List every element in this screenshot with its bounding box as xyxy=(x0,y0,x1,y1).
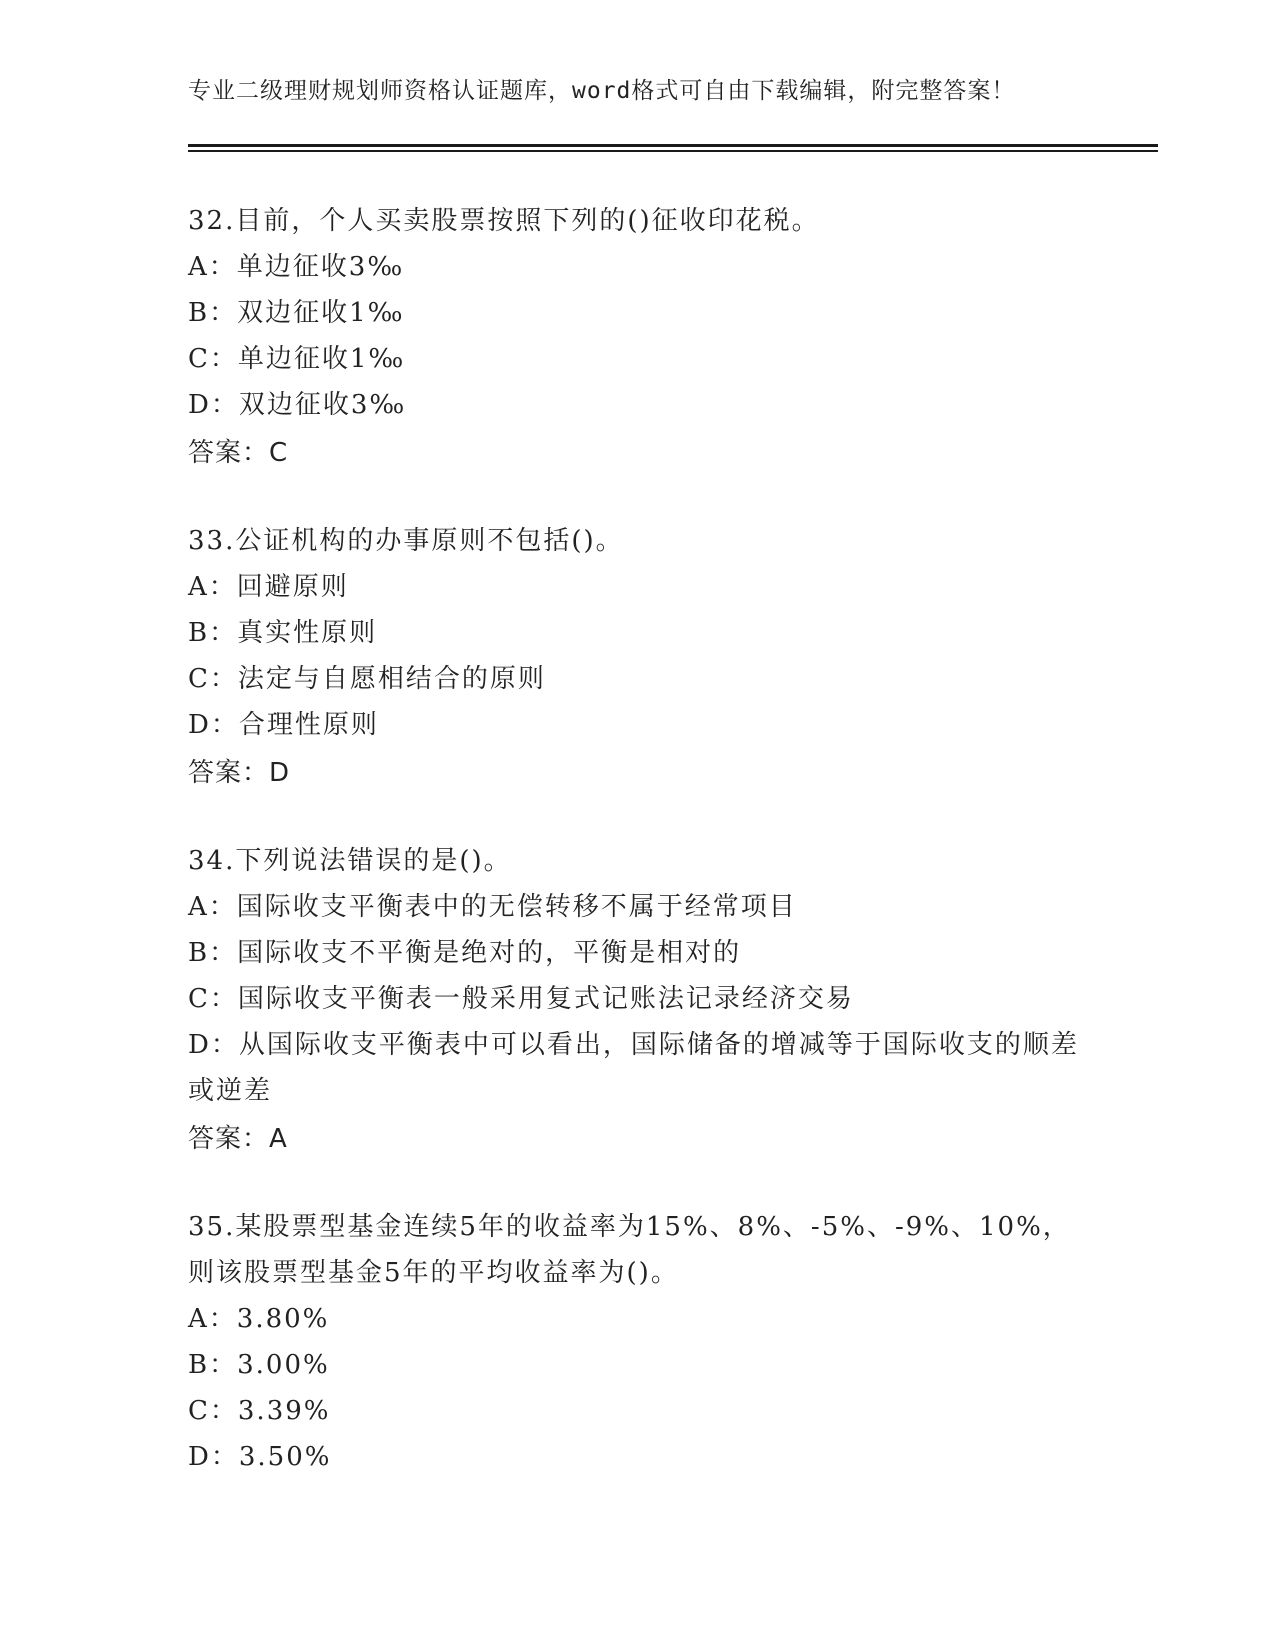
question-stem: 33.公证机构的办事原则不包括()。 xyxy=(188,526,624,556)
option-d: D：3.50% xyxy=(188,1442,332,1472)
answer-line: 答案：C xyxy=(188,438,289,468)
option-b: B：国际收支不平衡是绝对的，平衡是相对的 xyxy=(188,938,742,968)
option-a: A：国际收支平衡表中的无偿转移不属于经常项目 xyxy=(188,892,797,922)
option-b: B：真实性原则 xyxy=(188,618,378,648)
option-d: D：从国际收支平衡表中可以看出，国际储备的增减等于国际收支的顺差或逆差 xyxy=(188,1030,1079,1106)
option-c: C：法定与自愿相结合的原则 xyxy=(188,664,546,694)
question-stem: 35.某股票型基金连续5年的收益率为15%、8%、-5%、-9%、10%，则该股票型基金5年的平均收益率为()。 xyxy=(188,1212,1071,1288)
option-b: B：3.00% xyxy=(188,1350,330,1380)
answer-line: 答案：A xyxy=(188,1124,288,1154)
question-35 xyxy=(188,1204,1088,1480)
question-stem: 34.下列说法错误的是()。 xyxy=(188,846,512,876)
option-d: D：合理性原则 xyxy=(188,710,379,740)
option-a: A：单边征收3‰ xyxy=(188,252,405,282)
question-list xyxy=(188,198,1088,1522)
question-33 xyxy=(188,518,1088,796)
option-a: A：3.80% xyxy=(188,1304,330,1334)
answer-line: 答案：D xyxy=(188,758,291,788)
question-stem: 32.目前，个人买卖股票按照下列的()征收印花税。 xyxy=(188,206,820,236)
option-c: C：3.39% xyxy=(188,1396,331,1426)
option-c: C：国际收支平衡表一般采用复式记账法记录经济交易 xyxy=(188,984,854,1014)
option-b: B：双边征收1‰ xyxy=(188,298,405,328)
header-rule-thin xyxy=(188,150,1158,152)
question-32 xyxy=(188,198,1088,476)
option-d: D：双边征收3‰ xyxy=(188,390,407,420)
option-a: A：回避原则 xyxy=(188,572,349,602)
document-header: 专业二级理财规划师资格认证题库，word格式可自由下载编辑，附完整答案！ xyxy=(188,78,1016,104)
header-rule-thick xyxy=(188,144,1158,147)
option-c: C：单边征收1‰ xyxy=(188,344,406,374)
question-34 xyxy=(188,838,1088,1162)
